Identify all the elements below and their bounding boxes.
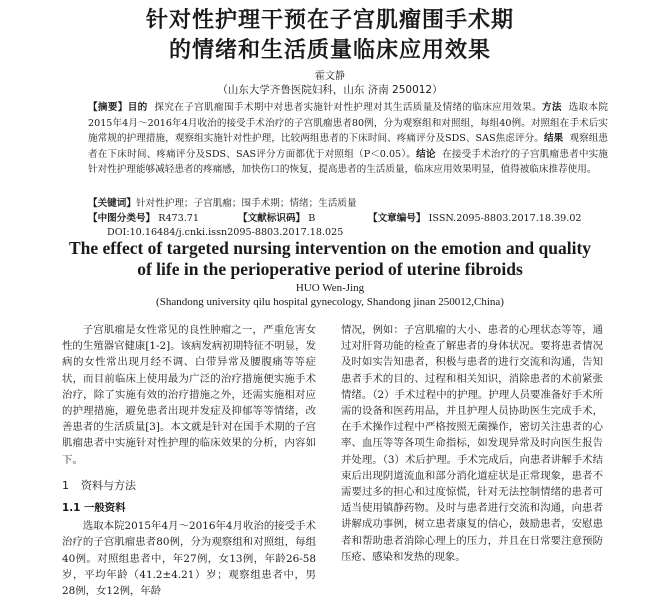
- section-title: 资料与方法: [81, 478, 136, 492]
- article-value: ISSN.2095-8803.2017.18.39.02: [428, 213, 582, 224]
- keywords-label: 【关键词】: [88, 198, 136, 209]
- clc-value: R473.71: [158, 213, 200, 224]
- article-number: [368, 212, 582, 226]
- intro-paragraph: 子宫肌瘤是女性常见的良性肿瘤之一，严重危害女性的生殖器官健康[1-2]。该病发病初期特征不明显，发病的女性常出现月经不调、白带异常及腰腹痛等等症状，而目前临床上使用最为广泛的治疗措施便实施手术治疗，除了实施有效的治疗措施之外，还需实施相对应的护理措施，避免患者出现并发症及抑郁等等情绪，改善患者的生活质量[3]。本文就是针对在国手术期的子宫肌瘤患者中实施针对性护理的临床效果的分析，内容如下。: [62, 324, 316, 466]
- abstract: [88, 100, 608, 178]
- method-label: 方法: [541, 102, 562, 113]
- chinese-title-line-1: 针对性护理干预在子宫肌瘤围手术期: [145, 8, 514, 33]
- classification-codes: [88, 212, 628, 226]
- method-text: 选取本院2015年4月～2016年4月收治的接受手术治疗的子宫肌瘤患者80例，分为观察组和对照组，每组40例。对照组在手术后实施常规的护理措施，观察组实施针对性护理，比较两组患者的下床时间、疼痛评分及SDS、SAS焦虑评分。: [88, 102, 609, 144]
- subsection-heading: 1.1 一般资料: [62, 502, 126, 515]
- conclusion-label: 结论: [416, 148, 436, 160]
- section-heading: [62, 478, 316, 494]
- left-column: [62, 322, 316, 599]
- general-data-paragraph: 选取本院2015年4月～2016年4月收治的接受手术治疗的子宫肌瘤患者80例，分为观察组和对照组，每组40例。对照组患者中，年27例，女13例，年龄26-58岁，平均年龄（41.2±4.21）岁；观察组患者中，男28例，女12例，年龄: [62, 520, 316, 598]
- clc-label: 【中图分类号】: [88, 213, 156, 224]
- english-author: HUO Wen-Jing: [295, 282, 365, 294]
- conclusion-text: 在接受手术治疗的子宫肌瘤患者中实施针对性护理能够减轻患者的疼痛感，加快伤口的恢复，提高患者的生活质量，临床应用效果明显，值得被临床推荐使用。: [88, 148, 608, 175]
- english-title-line-1: The effect of targeted nursing intervention on the emotion and quality: [68, 238, 592, 258]
- english-affiliation: (Shandong university qilu hospital gynecology, Shandong jinan 250012,China): [156, 296, 504, 308]
- section-number: 1: [62, 478, 69, 492]
- result-label: 结果: [543, 133, 564, 144]
- chinese-title-line-2: 的情绪和生活质量临床应用效果: [168, 38, 491, 63]
- abstract-label: 【摘要】: [88, 102, 128, 113]
- document-code: [238, 212, 368, 226]
- purpose-text: 探究在子宫肌瘤围手术期中对患者实施针对性护理对其生活质量及情绪的临床应用效果。: [154, 102, 542, 113]
- english-title-line-2: of life in the perioperative period of uterine fibroids: [137, 259, 523, 279]
- right-column: [341, 322, 603, 565]
- nursing-paragraph: 情况，例如：子宫肌瘤的大小、患者的心理状态等等，通过对肝肾功能的检查了解患者的身体状况。要将患者情况及时如实告知患者，积极与患者的进行交流和沟通，告知患者手术的目的、过程和相关知识，消除患者的术前紧张情绪。（2）手术过程中的护理。护理人员要准备好手术所需的设备和医药用品，并且护理人员协助医生完成手术，在手术操作过程中严格按照无菌操作，密切关注患者的心率、血压等等各项生命指标，如发现异常及时向医生报告并处理。（3）术后护理。手术完成后，向患者讲解手术结束后出现阴道流血和部分消化道症状是正常现象，患者不需要过多的担心和过度惊慌，针对无法控制情绪的患者可适当使用镇静药物。及时与患者进行交流和沟通，向患者讲解成功事例，树立患者康复的信心，鼓励患者，安慰患者和帮助患者消除心理上的压力，并且在日常要注意预防压疮、感染和发热的现象。: [341, 324, 603, 563]
- clc-code: [88, 212, 238, 226]
- english-title: [0, 238, 660, 280]
- purpose-label: 目的: [127, 102, 148, 113]
- doc-value: B: [308, 213, 316, 224]
- doi: DOI:10.16484/j.cnki.issn2095-8803.2017.18.025: [107, 227, 344, 238]
- chinese-title: [0, 6, 660, 66]
- author-affiliation: （山东大学齐鲁医院妇科，山东 济南 250012）: [217, 84, 443, 96]
- keywords: [88, 197, 628, 211]
- keywords-text: 针对性护理；子宫肌瘤；围手术期；情绪；生活质量: [135, 198, 357, 209]
- article-label: 【文章编号】: [368, 213, 426, 224]
- result-text: 观察组患者在下床时间、疼痛评分及SDS、SAS评分方面都优于对照组（P＜0.05）。: [88, 133, 609, 160]
- author-name: 霍文静: [315, 71, 345, 82]
- doc-label: 【文献标识码】: [238, 213, 306, 224]
